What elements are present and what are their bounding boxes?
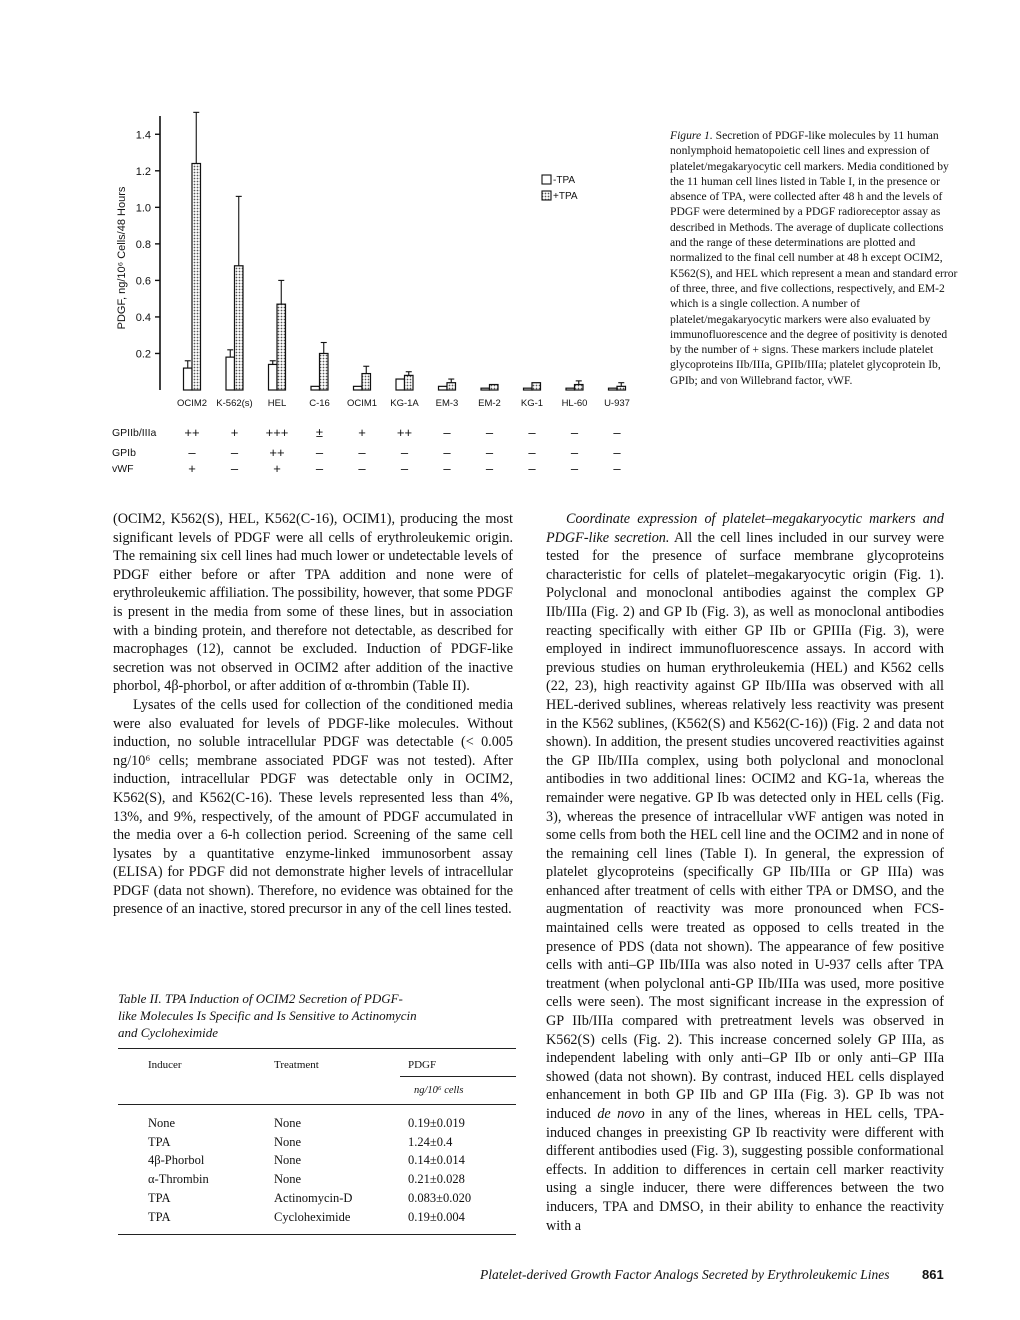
bar-plus-tpa: [405, 375, 414, 390]
table-cell: None: [274, 1172, 302, 1187]
caption-text: Secretion of PDGF-like molecules by 11 human nonlymphoid hematopoietic cell lines and expression of platelet/megakaryocytic cell markers. Media conditioned by the 11 human cell lines listed in Table I, in the presence or absence of TPA, were collected after 48 h and the levels of PDGF were determined by a PDGF radioreceptor assay as described in Methods. The average of duplicate collections and the range of these determinations are plotted and normalized to the final cell number at 48 h except OCIM2, K562(S), and HEL which represent a mean and standard error of three, three, and five collections, respectively, and EM-2 which is a single collection. A number of platelet/megakaryocytic markers were also evaluated by immunofluorescence and the degree of positivity is denoted by the number of + signs. These markers include platelet glycoproteins IIb/IIIa, GPIIb/IIIa; platelet glycoprotein Ib, GPIb; and von Willebrand factor, vWF.: [670, 129, 958, 387]
page-number: 861: [922, 1267, 944, 1282]
table-cell: 0.19±0.019: [408, 1116, 465, 1130]
bar-minus-tpa: [354, 386, 363, 390]
table-top-rule: [118, 1048, 516, 1049]
marker-cell: –: [230, 461, 239, 476]
marker-cell: –: [485, 425, 494, 440]
table-cell: α-Thrombin: [148, 1172, 209, 1187]
marker-cell: +: [358, 425, 366, 440]
marker-cell: –: [485, 461, 494, 476]
marker-cell: –: [400, 445, 409, 460]
table-cell: TPA: [148, 1190, 171, 1205]
legend-swatch: [542, 175, 551, 184]
x-category-label: KG-1: [520, 398, 544, 408]
table-cell: TPA: [148, 1134, 171, 1149]
bar-minus-tpa: [609, 388, 618, 390]
marker-cell: –: [315, 461, 324, 476]
marker-cell: –: [613, 461, 621, 476]
y-tick-label: 0.4: [135, 311, 151, 324]
table-cell: Actinomycin-D: [274, 1190, 353, 1205]
table-cell: 0.083±0.020: [408, 1190, 472, 1205]
bar-plus-tpa: [532, 383, 541, 390]
table-header-rule: [118, 1104, 516, 1105]
marker-cell: –: [358, 461, 366, 476]
marker-cell: +: [273, 461, 281, 476]
y-tick-label: 1.0: [135, 202, 151, 215]
table-2-title: Table II. TPA Induction of OCIM2 Secretion of PDGF-like Molecules Is Specific and Is Sensitive to Actinomycin and Cycloheximide: [118, 991, 417, 1040]
bar-plus-tpa: [447, 383, 456, 390]
marker-cell: ±: [315, 425, 324, 440]
table-pdgf-rule: [400, 1076, 516, 1077]
right-text-italic: de novo: [597, 1106, 645, 1122]
bar-plus-tpa: [192, 163, 201, 390]
marker-cell: –: [400, 461, 409, 476]
y-tick-label: 0.6: [135, 275, 151, 288]
right-column: [546, 510, 944, 1235]
table-cell: 1.24±0.4: [408, 1134, 453, 1149]
x-category-label: OCIM2: [176, 398, 208, 408]
marker-cell: –: [443, 445, 451, 460]
marker-cell: +: [230, 425, 239, 440]
left-column: [113, 510, 513, 919]
table-cell: Cycloheximide: [274, 1209, 351, 1224]
marker-cell: –: [528, 425, 536, 440]
marker-cell: +++: [265, 425, 289, 440]
marker-row-label: vWF: [112, 463, 134, 475]
table-cell: 0.21±0.028: [408, 1172, 465, 1187]
legend-label: -TPA: [553, 175, 576, 186]
marker-cell: ++: [396, 425, 413, 440]
y-axis-label: PDGF, ng/10⁶ Cells/48 Hours: [116, 186, 128, 330]
marker-cell: –: [443, 425, 451, 440]
marker-cell: –: [570, 461, 579, 476]
marker-cell: ++: [269, 445, 285, 460]
bar-plus-tpa: [575, 385, 584, 390]
x-category-label: KG-1A: [390, 398, 419, 408]
caption-label: Figure 1.: [670, 129, 713, 142]
bar-plus-tpa: [362, 374, 371, 390]
marker-cell: –: [443, 461, 451, 476]
marker-cell: –: [230, 445, 239, 460]
marker-cell: –: [188, 445, 196, 460]
y-tick-label: 0.8: [135, 238, 151, 251]
x-category-label: EM-3: [435, 398, 459, 408]
y-tick-label: 1.2: [135, 165, 151, 178]
legend-label: +TPA: [553, 191, 578, 202]
table-cell: 0.14±0.014: [408, 1153, 465, 1168]
marker-cell: –: [570, 445, 579, 460]
bar-chart-svg: [112, 108, 642, 408]
right-paragraph-1: [546, 510, 944, 1235]
x-category-label: OCIM1: [346, 398, 378, 408]
marker-cell: +: [188, 461, 196, 476]
bar-minus-tpa: [439, 386, 448, 390]
marker-cell: –: [528, 461, 536, 476]
bar-minus-tpa: [481, 388, 490, 390]
legend-swatch: [542, 191, 551, 200]
marker-cell: –: [485, 445, 494, 460]
marker-cell: ++: [184, 425, 200, 440]
bar-plus-tpa: [320, 353, 329, 390]
x-category-label: EM-2: [478, 398, 501, 408]
figure-1-caption: [670, 128, 960, 388]
bar-minus-tpa: [226, 357, 235, 390]
table-cell: None: [274, 1116, 302, 1130]
bar-minus-tpa: [269, 364, 278, 390]
bar-minus-tpa: [566, 388, 575, 390]
bar-plus-tpa: [490, 385, 499, 390]
table-header-pdgf: PDGF: [408, 1059, 437, 1071]
marker-row-label: GPIb: [112, 447, 136, 459]
right-subhead: Coordinate expression of platelet–megakaryocytic markers and PDGF-like secretion.: [546, 511, 944, 546]
bar-plus-tpa: [277, 304, 286, 390]
x-category-label: HL-60: [561, 398, 588, 408]
bar-minus-tpa: [184, 368, 193, 390]
bar-plus-tpa: [617, 386, 626, 390]
marker-cell: –: [315, 445, 324, 460]
marker-cell: –: [613, 425, 621, 440]
table-cell: TPA: [148, 1209, 171, 1224]
marker-cell: –: [358, 445, 366, 460]
table-header-inducer: Inducer: [148, 1059, 182, 1071]
y-tick-label: 1.4: [135, 129, 151, 142]
left-paragraph-1: (OCIM2, K562(S), HEL, K562(C-16), OCIM1), producing the most significant levels of PDGF were all cells of erythroleukemic origin. The remaining six cell lines had much lower or undetectable levels of PDGF either before or after TPA addition and none were of erythroleukemic affiliation. The possibility, however, that some PDGF is present in the media from some of these lines, but in association with a binding protein, and therefore not detectable, as described for macrophages (12), cannot be excluded. Induction of PDGF-like secretion was not observed in OCIM2 after addition of the inactive phorbol, 4β-phorbol, or after addition of α-thrombin (Table II).: [113, 511, 513, 695]
marker-row-label: GPIIb/IIIa: [112, 427, 157, 439]
table-cell: None: [148, 1116, 176, 1130]
bar-minus-tpa: [524, 388, 533, 390]
table-cell: None: [274, 1134, 302, 1149]
marker-cell: –: [528, 445, 536, 460]
marker-cell: –: [613, 445, 621, 460]
x-category-label: C-16: [309, 398, 330, 408]
marker-cell: –: [570, 425, 579, 440]
table-header-treatment: Treatment: [274, 1059, 319, 1071]
x-category-label: U-937: [604, 398, 630, 408]
right-text-2: in any of the lines, whereas in HEL cells, TPA-induced changes in preexisting GP Ib reactivity were different with different antibodies used (Fig. 3), suggesting possible conformational effects. In addition to differences in certain cell marker reactivity using a single inducer, there were differences between the two inducers, TPA and DMSO, in their ability to enhance the reactivity with a: [546, 1106, 944, 1234]
table-cell: None: [274, 1153, 302, 1168]
running-title: Platelet-derived Growth Factor Analogs Secreted by Erythroleukemic Lines: [480, 1267, 890, 1282]
table-cell: 4β-Phorbol: [148, 1153, 205, 1168]
x-category-label: K-562(s): [216, 398, 253, 408]
table-cell: 0.19±0.004: [408, 1209, 465, 1224]
bar-plus-tpa: [235, 266, 244, 390]
x-category-label: HEL: [267, 398, 287, 408]
table-unit: ng/10⁶ cells: [414, 1085, 464, 1096]
table-bottom-rule: [118, 1234, 516, 1235]
bar-minus-tpa: [311, 386, 320, 390]
y-tick-label: 0.2: [135, 348, 151, 361]
left-paragraph-2: Lysates of the cells used for collection of the conditioned media were also evaluated for levels of PDGF-like molecules. Without induction, no soluble intracellular PDGF was detectable (< 0.005 ng/10⁶ cells; membrane associated PDGF was not tested). After induction, intracellular PDGF was detectable only in OCIM2, K562(S), and K562(C-16). These levels represented less than 4%, 13%, and 9%, respectively, of the amount of PDGF accumulated in the media over a 6-h collection period. Screening of the same cell lysates by a quantitative enzyme-linked immunosorbent assay (ELISA) for PDGF did not demonstrate higher levels of intracellular PDGF (data not shown). Therefore, no evidence was obtained for the presence of an inactive, stored precursor in any of the cell lines tested.: [113, 696, 513, 918]
bar-minus-tpa: [396, 379, 405, 390]
right-text-1: All the cell lines included in our survey were tested for the presence of surface membrane glycoproteins characteristic for cells of platelet–megakaryocytic origin (Fig. 1). Polyclonal and monoclonal antibodies against the complex GP IIb/IIIa (Fig. 2) and GP Ib (Fig. 3), as well as monoclonal antibodies reacting specifically with either GP IIb or GPIIIa (Fig. 3), were employed in indirect immunofluorescence assays. In accord with previous studies on human erythroleukemia (HEL) and K562 cells (22, 23), high reactivity against GP IIb/IIIa was observed with all HEL-derived sublines, whereas relatively less reactivity was present in the K562 sublines, (K562(S) and K562(C-16)) (Fig. 2 and data not shown). In addition, the present studies uncovered reactivities against the GP IIb/IIIa complex, using both polyclonal and monoclonal antibodies in two additional lines: OCIM2 and KG-1a, whereas the remainder were negative. GP Ib was detected only in HEL cells (Fig. 3), whereas the presence of intracellular vWF antigen was noted in some cells from both the HEL cell line and the OCIM2 and in none of the remaining cell lines (Table I). In general, the expression of platelet glycoproteins (specifically GP IIb/IIIa or GP IIIa) was enhanced after treatment of cells with either TPA or DMSO, and the augmentation of reactivity was more pronounced when FCS-maintained cells were treated as opposed to cells treated in the presence of PDS (data not shown). The appearance of few positive cells with anti–GP IIb/IIIa was also noted in U-937 cells after TPA treatment (when polyclonal anti-GP IIb/IIIa was used, more positive cells were seen). The most significant increase in the expression of GP IIb/IIIa compared with pretreatment levels was observed in K562(S) cells (Fig. 2). This increase concerned solely GP IIIa, as independent labeling with only anti–GP IIb or only anti–GP IIIa showed (data not shown). By contrast, induced HEL cells displayed enhancement in both GP IIb and GP IIIa (Fig. 3). GP Ib was not induced: [546, 529, 944, 1122]
